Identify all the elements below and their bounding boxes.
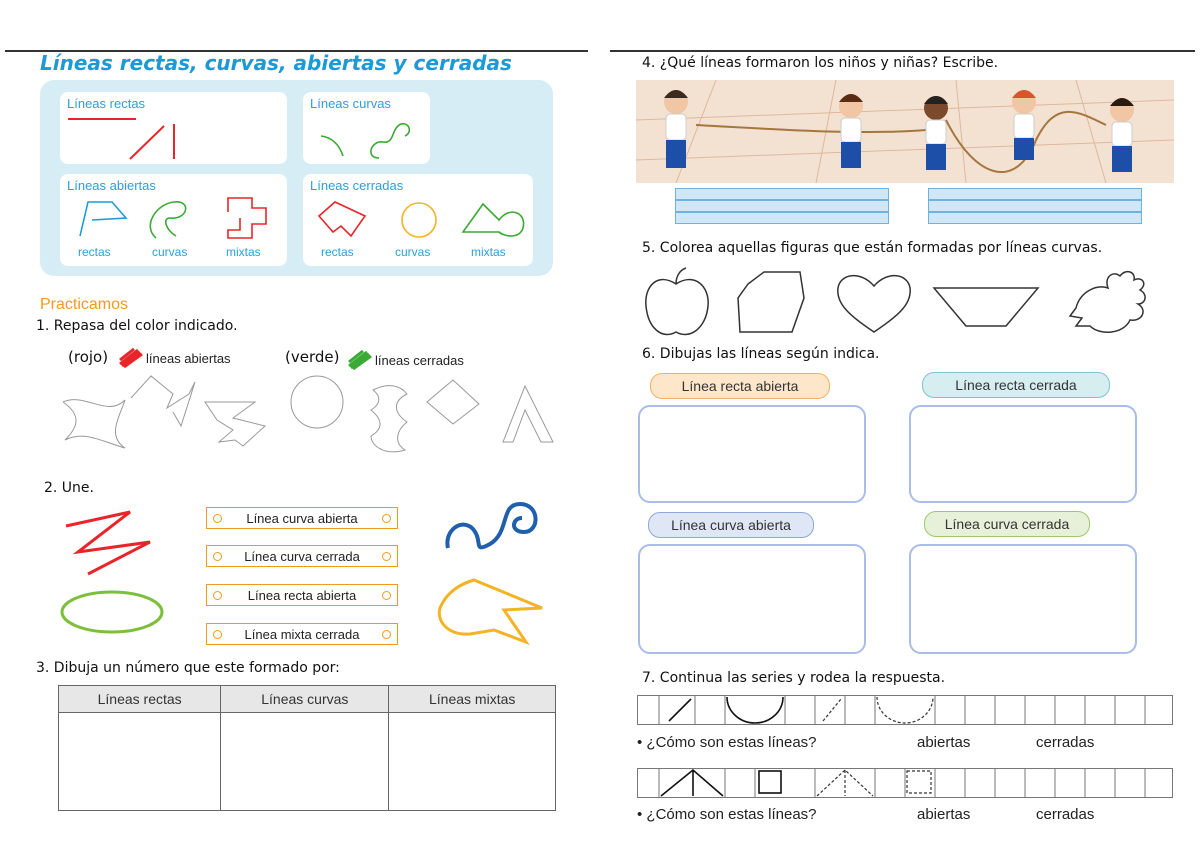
label-curva-cerrada: Línea curva cerrada bbox=[924, 511, 1090, 537]
series-2-question: • ¿Cómo son estas líneas? bbox=[637, 806, 817, 823]
rojo-label: (rojo) bbox=[68, 348, 109, 366]
question-5: 5. Colorea aquellas figuras que están formadas por líneas curvas. bbox=[642, 240, 1103, 256]
card-lineas-curvas bbox=[303, 92, 430, 164]
series-row-2[interactable] bbox=[637, 768, 1173, 798]
card-lineas-cerradas bbox=[303, 174, 533, 266]
series-1-question: • ¿Cómo son estas líneas? bbox=[637, 734, 817, 751]
option-label: Línea curva abierta bbox=[246, 510, 358, 526]
curved-lines-illustration bbox=[313, 118, 423, 162]
rojo-description: líneas abiertas bbox=[146, 351, 231, 366]
green-crayon-icon bbox=[347, 350, 373, 370]
sublabel-rectas: rectas bbox=[78, 245, 111, 259]
top-rule-right bbox=[610, 50, 1195, 52]
option-label: Línea curva cerrada bbox=[244, 548, 360, 564]
card-lineas-abiertas bbox=[60, 174, 287, 266]
draw-cell-mixtas[interactable] bbox=[389, 713, 556, 811]
label-recta-abierta: Línea recta abierta bbox=[650, 373, 830, 399]
color-shapes[interactable] bbox=[640, 266, 1150, 342]
series-1-option-abiertas[interactable]: abiertas bbox=[917, 734, 971, 751]
verde-description: líneas cerradas bbox=[375, 353, 464, 368]
apple-shape bbox=[646, 268, 708, 334]
question-6: 6. Dibujas las líneas según indica. bbox=[642, 346, 880, 362]
green-ellipse-shape[interactable] bbox=[58, 588, 168, 638]
match-dot[interactable] bbox=[213, 591, 222, 600]
answer-field-right[interactable] bbox=[928, 188, 1142, 222]
draw-box-recta-cerrada[interactable] bbox=[909, 405, 1137, 503]
card-title: Líneas cerradas bbox=[310, 178, 404, 193]
series-1-option-cerradas[interactable]: cerradas bbox=[1036, 734, 1095, 751]
label-recta-cerrada: Línea recta cerrada bbox=[922, 372, 1110, 398]
trace-shapes bbox=[55, 372, 555, 462]
question-3: 3. Dibuja un número que este formado por: bbox=[36, 660, 340, 676]
answer-line[interactable] bbox=[928, 200, 1142, 212]
red-crayon-icon bbox=[118, 348, 144, 368]
practice-heading: Practicamos bbox=[40, 296, 129, 313]
blue-spiral-shape[interactable] bbox=[440, 498, 545, 556]
draw-cell-rectas[interactable] bbox=[59, 713, 221, 811]
draw-box-curva-cerrada[interactable] bbox=[909, 544, 1137, 654]
option-mixta-cerrada[interactable] bbox=[206, 623, 398, 645]
sublabel-curvas: curvas bbox=[395, 245, 431, 259]
match-dot[interactable] bbox=[382, 591, 391, 600]
draw-box-recta-abierta[interactable] bbox=[638, 405, 866, 503]
option-label: Línea recta abierta bbox=[247, 587, 357, 603]
illustration-art bbox=[636, 80, 1174, 183]
header-rectas: Líneas rectas bbox=[59, 686, 221, 713]
series-2-option-abiertas[interactable]: abiertas bbox=[917, 806, 971, 823]
question-4: 4. ¿Qué líneas formaron los niños y niñas? Escribe. bbox=[642, 55, 999, 71]
answer-line[interactable] bbox=[928, 188, 1142, 200]
match-dot[interactable] bbox=[382, 514, 391, 523]
page-title: Líneas rectas, curvas, abiertas y cerradas bbox=[40, 51, 512, 75]
closed-lines-illustration bbox=[313, 196, 528, 242]
match-dot[interactable] bbox=[382, 630, 391, 639]
draw-cell-curvas[interactable] bbox=[221, 713, 389, 811]
question-1: 1. Repasa del color indicado. bbox=[36, 318, 238, 334]
match-dot[interactable] bbox=[213, 514, 222, 523]
trapezoid-shape bbox=[934, 288, 1038, 326]
sublabel-rectas: rectas bbox=[321, 245, 354, 259]
question-7: 7. Continua las series y rodea la respuesta. bbox=[642, 670, 946, 686]
label-curva-abierta: Línea curva abierta bbox=[648, 512, 814, 538]
header-mixtas: Líneas mixtas bbox=[389, 686, 556, 713]
lines-info-box bbox=[40, 80, 553, 276]
answer-line[interactable] bbox=[675, 212, 889, 224]
series-2-grid[interactable] bbox=[637, 768, 1173, 798]
card-title: Líneas curvas bbox=[310, 96, 391, 111]
option-curva-cerrada[interactable] bbox=[206, 545, 398, 567]
yellow-mixed-shape[interactable] bbox=[434, 576, 546, 648]
option-curva-abierta[interactable] bbox=[206, 507, 398, 529]
sublabel-mixtas: mixtas bbox=[471, 245, 506, 259]
answer-line[interactable] bbox=[928, 212, 1142, 224]
draw-box-curva-abierta[interactable] bbox=[638, 544, 866, 654]
sublabel-curvas: curvas bbox=[152, 245, 188, 259]
series-2-option-cerradas[interactable]: cerradas bbox=[1036, 806, 1095, 823]
children-jumping-rope-illustration bbox=[636, 80, 1174, 183]
series-row-1[interactable] bbox=[637, 695, 1173, 725]
match-dot[interactable] bbox=[382, 552, 391, 561]
series-1-grid[interactable] bbox=[637, 695, 1173, 725]
answer-line[interactable] bbox=[675, 188, 889, 200]
answer-field-left[interactable] bbox=[675, 188, 889, 222]
header-curvas: Líneas curvas bbox=[221, 686, 389, 713]
card-title: Líneas abiertas bbox=[67, 178, 156, 193]
match-dot[interactable] bbox=[213, 630, 222, 639]
sublabel-mixtas: mixtas bbox=[226, 245, 261, 259]
open-lines-illustration bbox=[70, 196, 280, 242]
card-lineas-rectas bbox=[60, 92, 287, 164]
straight-lines-illustration bbox=[68, 114, 198, 164]
draw-number-table bbox=[58, 685, 556, 811]
hexagon-shape bbox=[738, 272, 804, 332]
heart-shape bbox=[838, 276, 910, 332]
option-recta-abierta[interactable] bbox=[206, 584, 398, 606]
match-dot[interactable] bbox=[213, 552, 222, 561]
option-label: Línea mixta cerrada bbox=[244, 626, 360, 642]
card-title: Líneas rectas bbox=[67, 96, 146, 111]
verde-label: (verde) bbox=[285, 348, 340, 366]
red-zigzag-shape[interactable] bbox=[58, 508, 158, 578]
answer-line[interactable] bbox=[675, 200, 889, 212]
bird-shape bbox=[1070, 272, 1145, 333]
question-2: 2. Une. bbox=[44, 480, 94, 496]
